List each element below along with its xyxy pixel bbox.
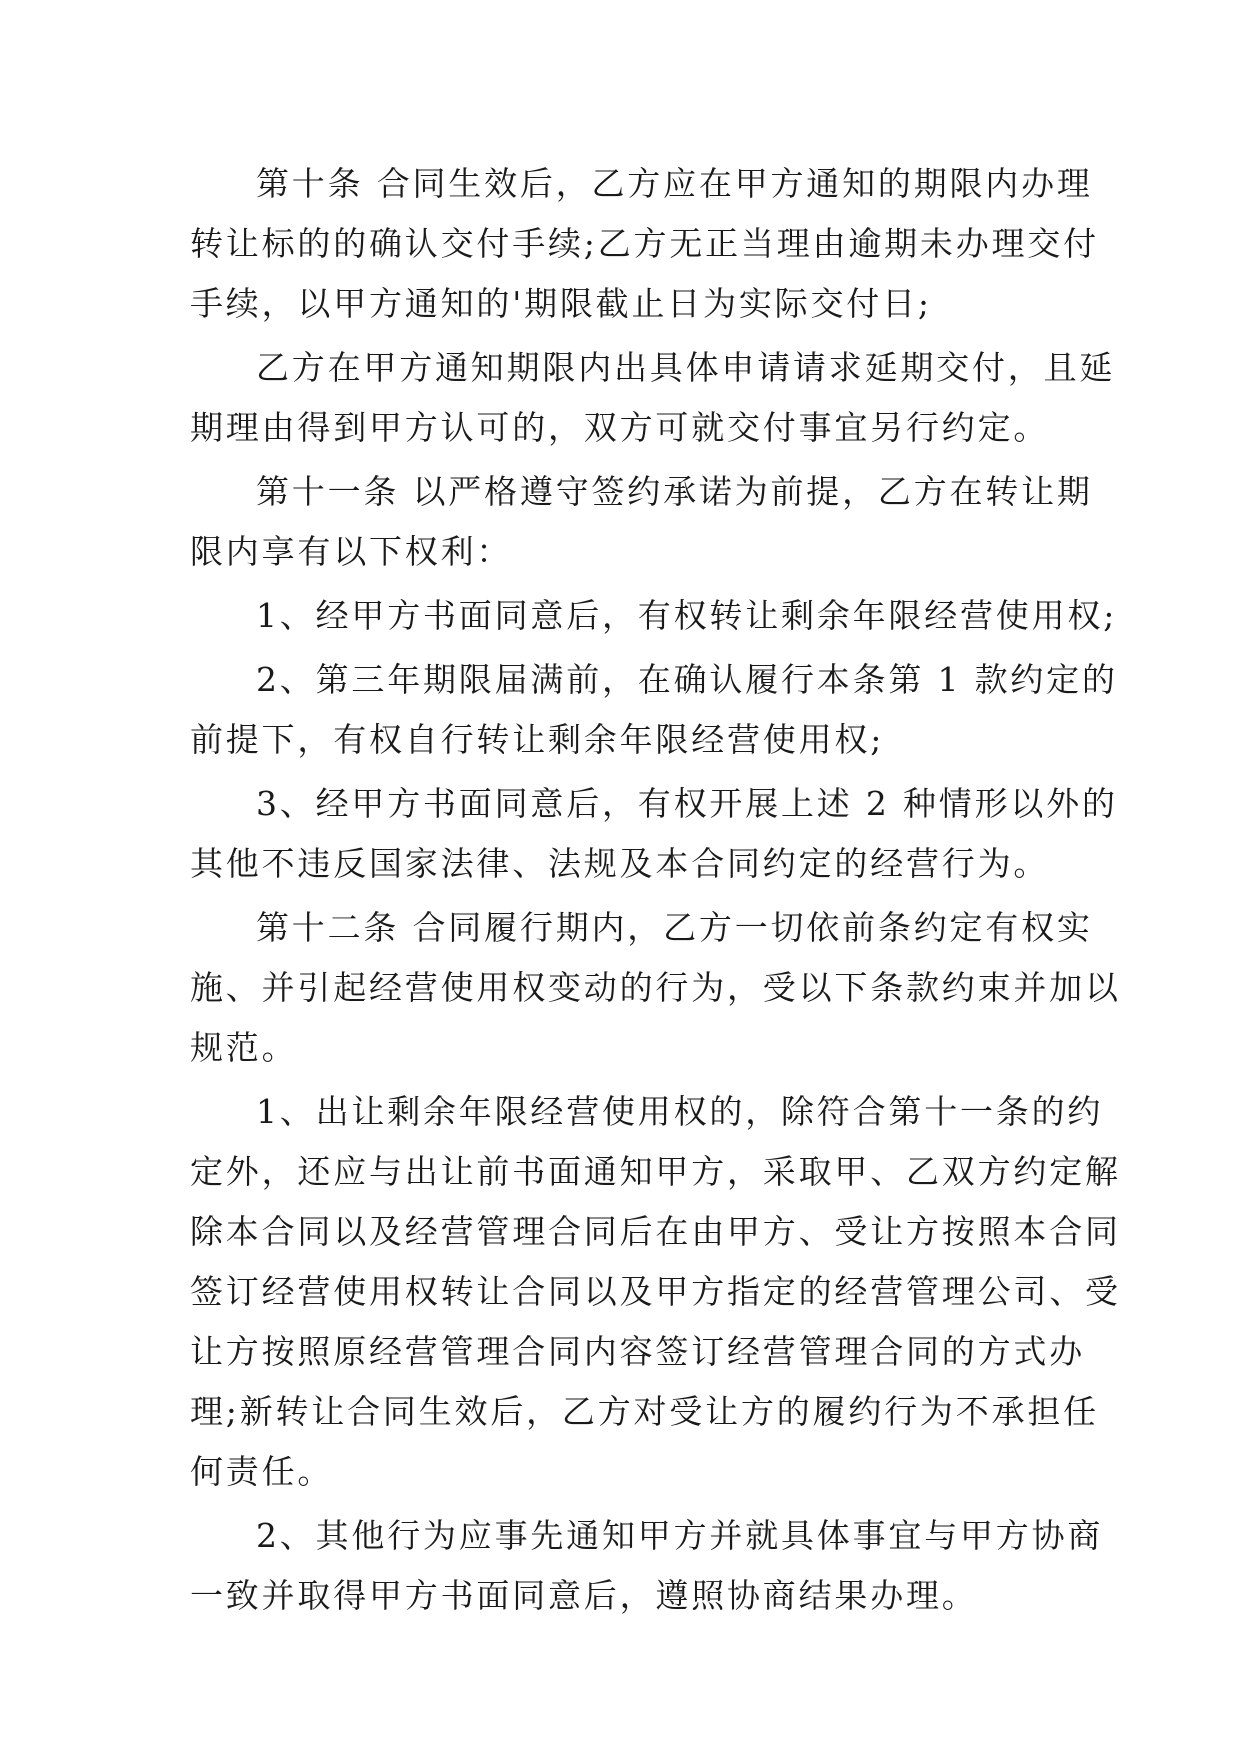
article-12-item-1-line-1: 1、出让剩余年限经营使用权的，除符合第十一条的约 [256, 1092, 1104, 1131]
article-11-line-1: 第十一条 以严格遵守签约承诺为前提，乙方在转让期 [256, 472, 1093, 511]
article-10-line-1: 第十条 合同生效后，乙方应在甲方通知的期限内办理 [256, 164, 1093, 203]
article-12-line-2: 施、并引起经营使用权变动的行为，受以下条款约束并加以 [190, 968, 1121, 1007]
article-12-item-2-line-2: 一致并取得甲方书面同意后，遵照协商结果办理。 [190, 1576, 978, 1615]
extension-paragraph-line-1: 乙方在甲方通知期限内出具体申请请求延期交付，且延 [256, 348, 1116, 387]
article-10-line-2: 转让标的的确认交付手续;乙方无正当理由逾期未办理交付 [190, 224, 1099, 263]
article-10-line-3: 手续，以甲方通知的'期限截止日为实际交付日; [190, 284, 932, 323]
article-12-item-1-line-4: 签订经营使用权转让合同以及甲方指定的经营管理公司、受 [190, 1272, 1121, 1311]
article-12-item-1-line-7: 何责任。 [190, 1452, 334, 1491]
article-11-item-2-line-1: 2、第三年期限届满前，在确认履行本条第 1 款约定的 [256, 660, 1118, 699]
article-12-item-1-line-3: 除本合同以及经营管理合同后在由甲方、受让方按照本合同 [190, 1212, 1121, 1251]
article-12-item-1-line-2: 定外，还应与出让前书面通知甲方，采取甲、乙双方约定解 [190, 1152, 1121, 1191]
article-11-item-1: 1、经甲方书面同意后，有权转让剩余年限经营使用权; [256, 596, 1118, 635]
article-12-line-1: 第十二条 合同履行期内，乙方一切依前条约定有权实 [256, 908, 1093, 947]
article-11-item-2-line-2: 前提下，有权自行转让剩余年限经营使用权; [190, 720, 885, 759]
article-12-item-1-line-5: 让方按照原经营管理合同内容签订经营管理合同的方式办 [190, 1332, 1085, 1371]
article-12-line-3: 规范。 [190, 1028, 298, 1067]
extension-paragraph-line-2: 期理由得到甲方认可的，双方可就交付事宜另行约定。 [190, 408, 1050, 447]
article-11-item-3-line-2: 其他不违反国家法律、法规及本合同约定的经营行为。 [190, 844, 1050, 883]
article-11-line-2: 限内享有以下权利： [190, 532, 513, 571]
article-11-item-3-line-1: 3、经甲方书面同意后，有权开展上述 2 种情形以外的 [256, 784, 1118, 823]
article-12-item-1-line-6: 理;新转让合同生效后，乙方对受让方的履约行为不承担任 [190, 1392, 1099, 1431]
article-12-item-2-line-1: 2、其他行为应事先通知甲方并就具体事宜与甲方协商 [256, 1516, 1104, 1555]
